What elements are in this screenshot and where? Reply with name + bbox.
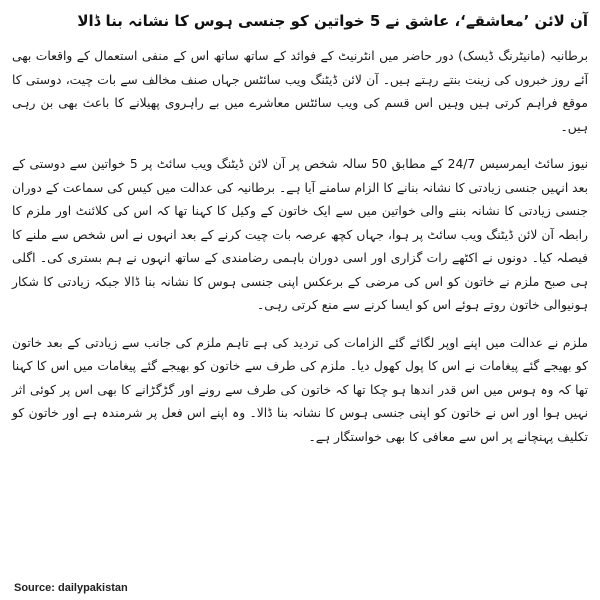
article-paragraph-2: نیوز سائٹ ایمرسیس 24/7 کے مطابق 50 سالہ شخص پر آن لائن ڈیٹنگ ویب سائٹ پر 5 خواتین سے دوستی کے بعد انہیں جنسی زیادتی کا نشانہ بنانے کا الزام سامنے آیا ہے۔ برطانیہ کی عدالت میں کیس کی سماعت کے دوران جنسی زیادتی کا نشانہ بننے والی خواتین میں سے ایک خاتون کے وکیل کا کہنا تھا کہ اس کی کلائنٹ اور ملزم کا رابطہ آن لائن ڈیٹنگ ویب سائٹ پر ہوا، جہاں کچھ عرصہ بات چیت کرنے کے بعد انہوں نے اس شخص سے ملنے کا فیصلہ کیا۔ دونوں نے اکٹھے رات گزاری اور اسی دوران باہمی رضامندی کے ساتھ انہوں نے ہم بستری کی۔ اگلی ہی صبح ملزم نے خاتون کو اس کی مرضی کے برعکس اپنی جنسی ہوس کا نشانہ بنا ڈالا جبکہ زیادتی کا شکار ہونیوالی خاتون روتے ہوئے اس کو ایسا کرنے سے منع کرتی رہی۔ bbox=[12, 157, 589, 312]
article-headline: آن لائن ’معاشقے‘، عاشق نے 5 خواتین کو جنسی ہوس کا نشانہ بنا ڈالا bbox=[77, 12, 588, 30]
article-paragraph-3: ملزم نے عدالت میں اپنے اوپر لگائے گئے الزامات کی تردید کی ہے تاہم ملزم کی جانب سے زیادتی کے بعد خاتون کو بھیجے گئے پیغامات نے اس کا پول کھول دیا۔ ملزم کی طرف سے خاتون کو بھیجے گئے پیغامات میں اس کا کہنا تھا کہ وہ ہوس میں اس قدر اندھا ہو چکا تھا کہ خاتون کی طرف سے رونے اور گڑگڑانے کا بھی اس پر کوئی اثر نہیں ہوا اور اس نے خاتون کو اپنی جنسی ہوس کا نشانہ بنا ڈالا۔ وہ اپنے اس فعل پر شرمندہ ہے اور خاتون کو تکلیف پہنچانے پر اس سے معافی کا بھی خواستگار ہے۔ bbox=[12, 335, 588, 444]
source-credit: Source: dailypakistan bbox=[14, 582, 128, 594]
article-paragraph-1: برطانیہ (مانیٹرنگ ڈیسک) دور حاضر میں انٹرنیٹ کے فوائد کے ساتھ ساتھ اس کے منفی استعمال کے واقعات بھی آئے روز خبروں کی زینت بنتے رہتے ہیں۔ آن لائن ڈیٹنگ ویب سائٹس جہاں صنف مخالف سے بات چیت، دوستی کا موقع فراہم کرتی ہیں وہیں اس قسم کی ویب سائٹس معاشرے میں بے راہروی پھیلانے کا باعث بھی بن رہی ہیں۔ bbox=[12, 49, 588, 134]
